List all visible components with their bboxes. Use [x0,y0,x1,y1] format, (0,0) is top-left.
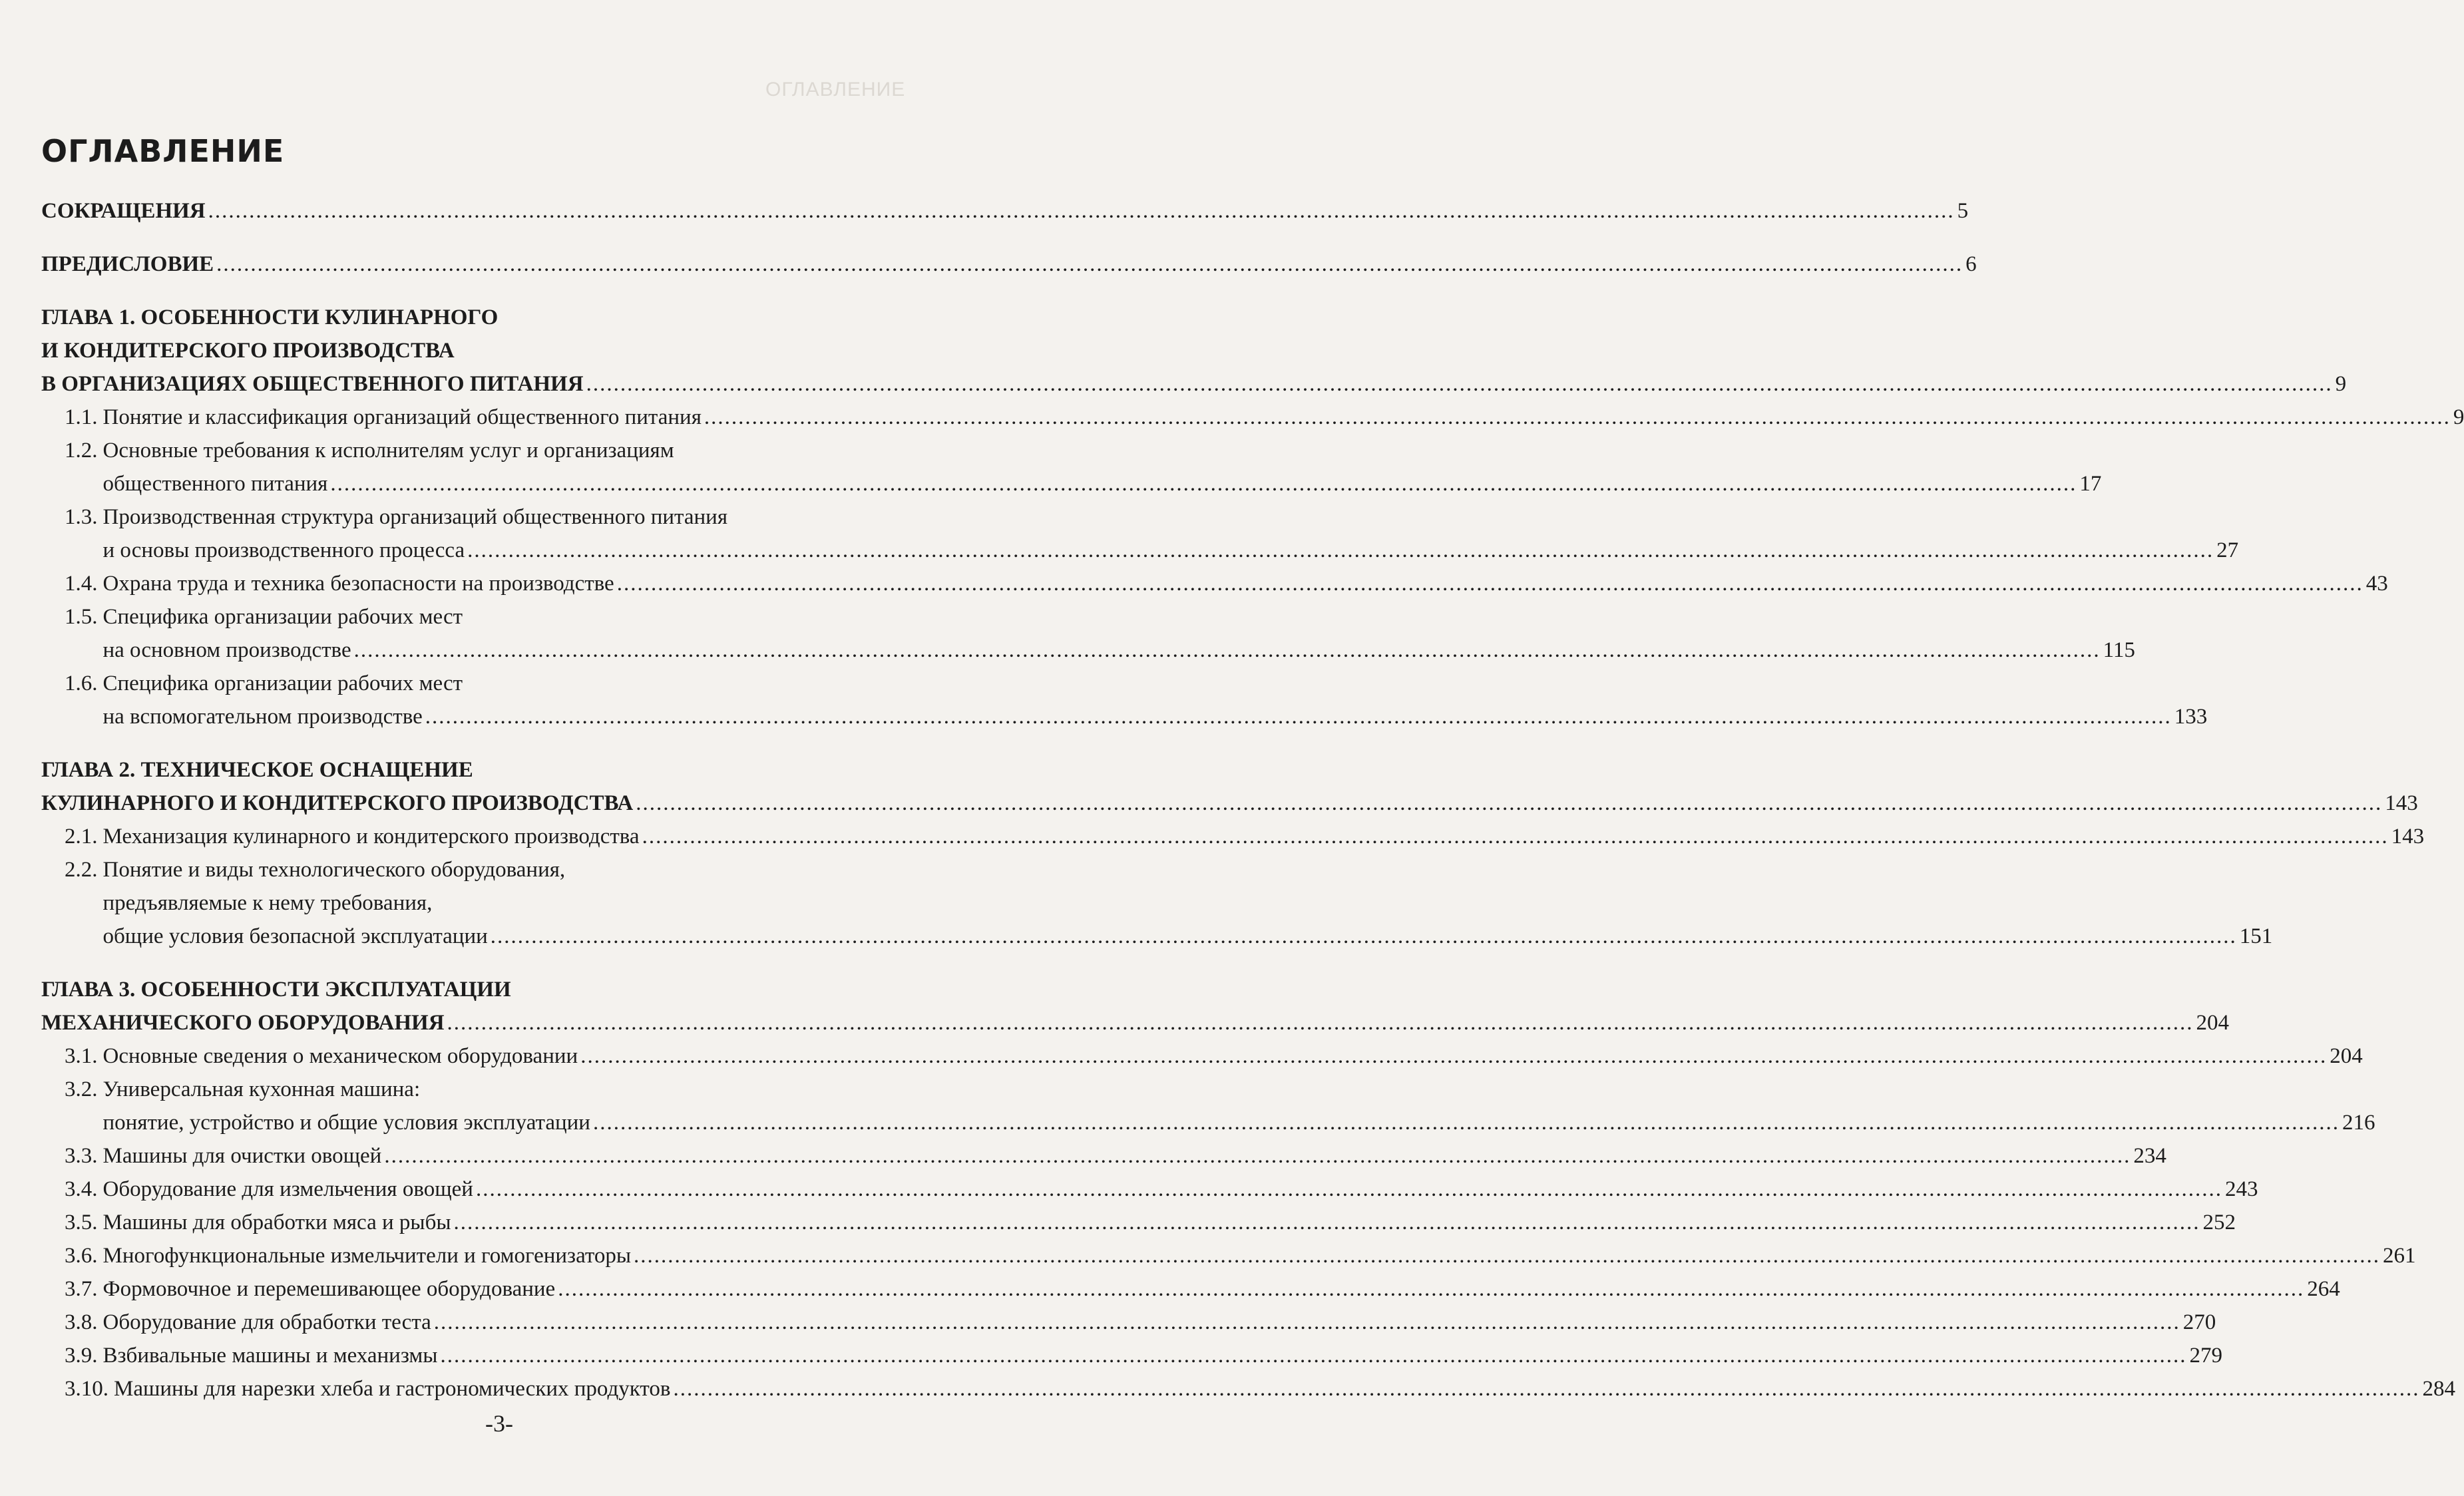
toc-entry-line: Понятие и виды технологического оборудования, [103,858,566,882]
toc-entry-line: СОКРАЩЕНИЯ [41,199,206,223]
toc-page-number: 261 [2383,1244,2416,1268]
dot-leader [580,1039,2327,1073]
dot-leader [440,1339,2186,1372]
toc-entry-line: Основные требования к исполнителям услуг и организациям [103,439,674,463]
toc-entry-line: общественного питания [103,472,328,496]
toc-chapter-entry[interactable] [41,753,2418,820]
toc-page-number: 9 [2453,405,2464,429]
table-of-contents [41,194,2464,1405]
toc-page-number: 216 [2342,1111,2375,1135]
toc-section-entry[interactable] [65,1272,2340,1306]
page-number: -3- [485,1410,513,1437]
toc-page-number: 252 [2202,1211,2236,1234]
toc-chapter-entry[interactable] [41,973,2230,1039]
toc-page-number: 243 [2224,1177,2258,1201]
toc-page-number: 133 [2174,705,2208,729]
toc-section-entry[interactable] [65,1339,2222,1372]
toc-entry-line: Формовочное и перемешивающее оборудование [103,1277,556,1301]
toc-entry-line: Машины для нарезки хлеба и гастрономических продуктов [114,1377,671,1401]
toc-section-entry[interactable] [65,1139,2166,1173]
dot-leader [636,787,2382,820]
toc-section-entry[interactable] [65,401,2464,434]
toc-page-number: 17 [2079,472,2102,496]
toc-entry-line: И КОНДИТЕРСКОГО ПРОИЗВОДСТВА [41,339,455,363]
toc-entry-line: общие условия безопасной эксплуатации [103,924,488,948]
toc-section-number: 3.4. [65,1177,98,1201]
toc-section-entry[interactable] [65,1173,2258,1206]
toc-entry-line: МЕХАНИЧЕСКОГО ОБОРУДОВАНИЯ [41,1011,445,1035]
toc-section-entry[interactable] [65,1306,2216,1339]
toc-section-number: 1.3. [65,505,98,529]
toc-entry-line: Оборудование для измельчения овощей [103,1177,473,1201]
toc-section-number: 1.1. [65,405,98,429]
toc-chapter-entry[interactable] [41,301,2347,401]
toc-page-number: 143 [2385,791,2418,815]
toc-section-number: 1.6. [65,671,98,695]
toc-entry-line: Производственная структура организаций общественного питания [103,505,728,529]
toc-section-number: 3.7. [65,1277,98,1301]
toc-page-number: 43 [2365,572,2388,596]
toc-section-entry[interactable] [65,1073,2375,1139]
toc-chapter-entry[interactable] [41,248,1977,281]
toc-section-entry[interactable] [65,434,2102,500]
toc-page-number: 279 [2189,1344,2222,1368]
toc-entry-line: на вспомогательном производстве [103,705,423,729]
toc-section-number: 3.6. [65,1244,98,1268]
toc-page-number: 115 [2103,638,2135,662]
toc-section-entry[interactable] [65,667,2208,733]
toc-section-entry[interactable] [65,1372,2455,1405]
toc-entry-line: Оборудование для обработки теста [103,1310,431,1334]
toc-section-entry[interactable] [65,1206,2236,1239]
toc-entry-line: Машины для обработки мяса и рыбы [103,1211,451,1234]
toc-entry-line: ГЛАВА 2. ТЕХНИЧЕСКОЕ ОСНАЩЕНИЕ [41,758,473,782]
toc-section-number: 3.8. [65,1310,98,1334]
toc-entry-line: Многофункциональные измельчители и гомогенизаторы [103,1244,632,1268]
toc-section-entry[interactable] [65,820,2425,853]
toc-entry-line: Охрана труда и техника безопасности на производстве [103,572,614,596]
toc-page-number: 204 [2196,1011,2230,1035]
dot-leader [617,567,2363,600]
toc-section-number: 3.10. [65,1377,108,1401]
dot-leader [593,1106,2340,1139]
toc-section-entry[interactable] [65,600,2135,667]
dot-leader [216,248,1963,281]
dot-leader [467,534,2214,567]
toc-section-number: 1.4. [65,572,98,596]
toc-entry-line: на основном производстве [103,638,351,662]
toc-entry-line: Машины для очистки овощей [103,1144,382,1168]
dot-leader [434,1306,2180,1339]
dot-leader [447,1006,2194,1039]
dot-leader [384,1139,2131,1173]
toc-page-number: 6 [1965,252,1977,276]
toc-section-number: 3.2. [65,1077,98,1101]
toc-entry-line: Взбивальные машины и механизмы [103,1344,438,1368]
toc-section-number: 2.1. [65,825,98,848]
toc-page-number: 204 [2330,1044,2363,1068]
toc-section-number: 3.9. [65,1344,98,1368]
toc-chapter-entry[interactable] [41,194,1969,228]
toc-page-number: 5 [1957,199,1969,223]
page-title: ОГЛАВЛЕНИЕ [41,133,285,169]
toc-entry-line: В ОРГАНИЗАЦИЯХ ОБЩЕСТВЕННОГО ПИТАНИЯ [41,372,584,396]
dot-leader [491,920,2237,953]
toc-entry-line: Механизация кулинарного и кондитерского производства [103,825,640,848]
toc-page-number: 9 [2335,372,2347,396]
toc-section-number: 1.2. [65,439,98,463]
dot-leader [586,367,2333,401]
toc-entry-line: ПРЕДИСЛОВИЕ [41,252,214,276]
toc-page-number: 264 [2307,1277,2340,1301]
toc-section-entry[interactable] [65,1239,2416,1272]
dot-leader [354,634,2101,667]
dot-leader [634,1239,2380,1272]
dot-leader [476,1173,2222,1206]
toc-entry-line: ГЛАВА 3. ОСОБЕННОСТИ ЭКСПЛУАТАЦИИ [41,978,511,1002]
dot-leader [330,467,2077,500]
toc-section-number: 1.5. [65,605,98,629]
toc-entry-line: Универсальная кухонная машина: [103,1077,421,1101]
dot-leader [673,1372,2419,1405]
toc-entry-line: ГЛАВА 1. ОСОБЕННОСТИ КУЛИНАРНОГО [41,305,499,329]
dot-leader [642,820,2389,853]
toc-entry-line: Специфика организации рабочих мест [103,605,463,629]
mirrored-header-ghost: ОГЛАВЛЕНИЕ [765,79,906,100]
toc-entry-line: Основные сведения о механическом оборудовании [103,1044,578,1068]
toc-section-entry[interactable] [65,500,2239,567]
toc-page-number: 151 [2239,924,2273,948]
toc-section-entry[interactable] [65,853,2273,953]
dot-leader [454,1206,2200,1239]
toc-entry-line: КУЛИНАРНОГО И КОНДИТЕРСКОГО ПРОИЗВОДСТВА [41,791,634,815]
dot-leader [208,194,1955,228]
toc-section-entry[interactable] [65,1039,2363,1073]
toc-section-entry[interactable] [65,567,2388,600]
dot-leader [704,401,2451,434]
toc-page-number: 284 [2422,1377,2455,1401]
toc-section-number: 2.2. [65,858,98,882]
toc-entry-line: и основы производственного процесса [103,538,465,562]
toc-page-number: 270 [2182,1310,2216,1334]
toc-entry-line: понятие, устройство и общие условия эксплуатации [103,1111,590,1135]
toc-page-number: 27 [2216,538,2239,562]
toc-section-number: 3.5. [65,1211,98,1234]
toc-section-number: 3.1. [65,1044,98,1068]
toc-entry-line: Понятие и классификация организаций общественного питания [103,405,702,429]
toc-section-number: 3.3. [65,1144,98,1168]
toc-page-number: 234 [2133,1144,2166,1168]
toc-entry-line: предъявляемые к нему требования, [103,891,433,915]
toc-page-number: 143 [2391,825,2425,848]
dot-leader [425,700,2172,733]
dot-leader [558,1272,2304,1306]
toc-entry-line: Специфика организации рабочих мест [103,671,463,695]
